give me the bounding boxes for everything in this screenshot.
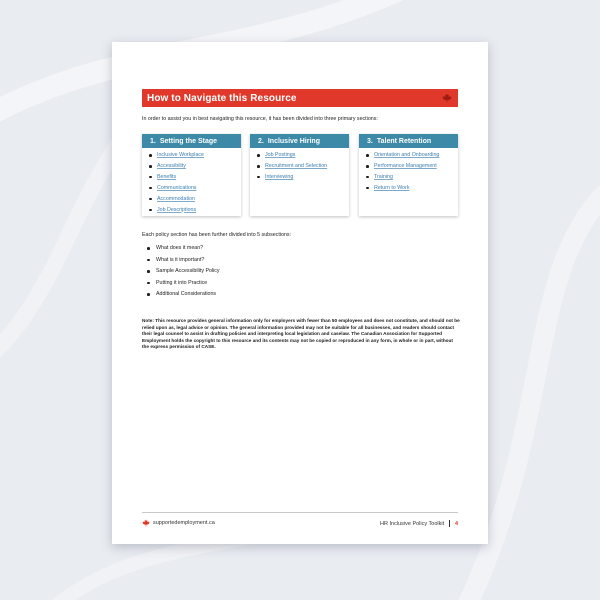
card-link-item[interactable]: Job Postings — [256, 152, 349, 158]
card-number: 1. — [150, 137, 156, 145]
card-header — [359, 134, 458, 148]
card-link-list — [359, 152, 458, 191]
card-link-item[interactable]: Accessibility — [148, 163, 241, 169]
footer-site[interactable] — [142, 519, 215, 527]
subsection-item: Additional Considerations — [146, 291, 220, 303]
footer-divider — [142, 512, 458, 513]
legal-note: Note: This resource provides general information only for employers with fewer than 50 employees and does not constitute, and should not be relied upon as, legal advice or opinion. The general information provided may not be suitable for all businesses, and readers should contact their legal counsel to assist in drafting policies and interpreting local legislation and caselaw. The Canadian Association for Supported Employment holds the copyright to this resource and its contents may not be copied or reproduced in any form, in whole or in part, without the express permission of CASE. — [142, 318, 460, 350]
subsection-list — [146, 245, 220, 303]
card-link-item[interactable]: Accommodation — [148, 196, 241, 202]
card-header — [250, 134, 349, 148]
card-number: 2. — [258, 137, 264, 145]
card-link-item[interactable]: Recruitment and Selection — [256, 163, 349, 169]
card-link-item[interactable]: Communications — [148, 185, 241, 191]
footer-doc-title: HR Inclusive Policy Toolkit — [380, 520, 445, 527]
card-title: Setting the Stage — [159, 137, 218, 145]
section-banner — [142, 89, 458, 107]
subsection-item: Sample Accessibility Policy — [146, 268, 220, 280]
card-link-item[interactable]: Interviewing — [256, 174, 349, 180]
card-number: 3. — [367, 137, 373, 145]
card-link-list — [250, 152, 349, 180]
card-header — [142, 134, 241, 148]
card-link-item[interactable]: Orientation and Onboarding — [365, 152, 458, 158]
card-link-item[interactable]: Inclusive Workplace — [148, 152, 241, 158]
section-cards — [142, 134, 458, 220]
footer-separator — [449, 520, 450, 527]
intro-text: In order to assist you in best navigating this resource, it has been divided into three primary sections: — [142, 116, 378, 122]
card-link-list — [142, 152, 241, 213]
footer-site-url: supportedemployment.ca — [153, 520, 215, 526]
card-link-item[interactable]: Benefits — [148, 174, 241, 180]
card-link-item[interactable]: Return to Work — [365, 185, 458, 191]
subsection-item: What does it mean? — [146, 245, 220, 257]
card-link-item[interactable]: Performance Management — [365, 163, 458, 169]
card-link-item[interactable]: Job Descriptions — [148, 207, 241, 213]
maple-leaf-icon — [442, 93, 452, 103]
maple-leaf-icon — [142, 519, 150, 527]
card-title: Talent Retention — [376, 137, 432, 145]
section-card-inclusive-hiring — [250, 134, 349, 216]
document-page — [112, 42, 488, 544]
banner-title: How to Navigate this Resource — [147, 92, 297, 104]
subsections-intro: Each policy section has been further divided into 5 subsections: — [142, 232, 291, 238]
page-number: 4 — [454, 520, 458, 527]
footer-doc-info — [380, 520, 458, 527]
card-title: Inclusive Hiring — [267, 137, 320, 145]
section-card-setting-the-stage — [142, 134, 241, 216]
subsection-item: What is it important? — [146, 257, 220, 269]
subsection-item: Putting it into Practice — [146, 280, 220, 292]
section-card-talent-retention — [359, 134, 458, 216]
card-link-item[interactable]: Training — [365, 174, 458, 180]
